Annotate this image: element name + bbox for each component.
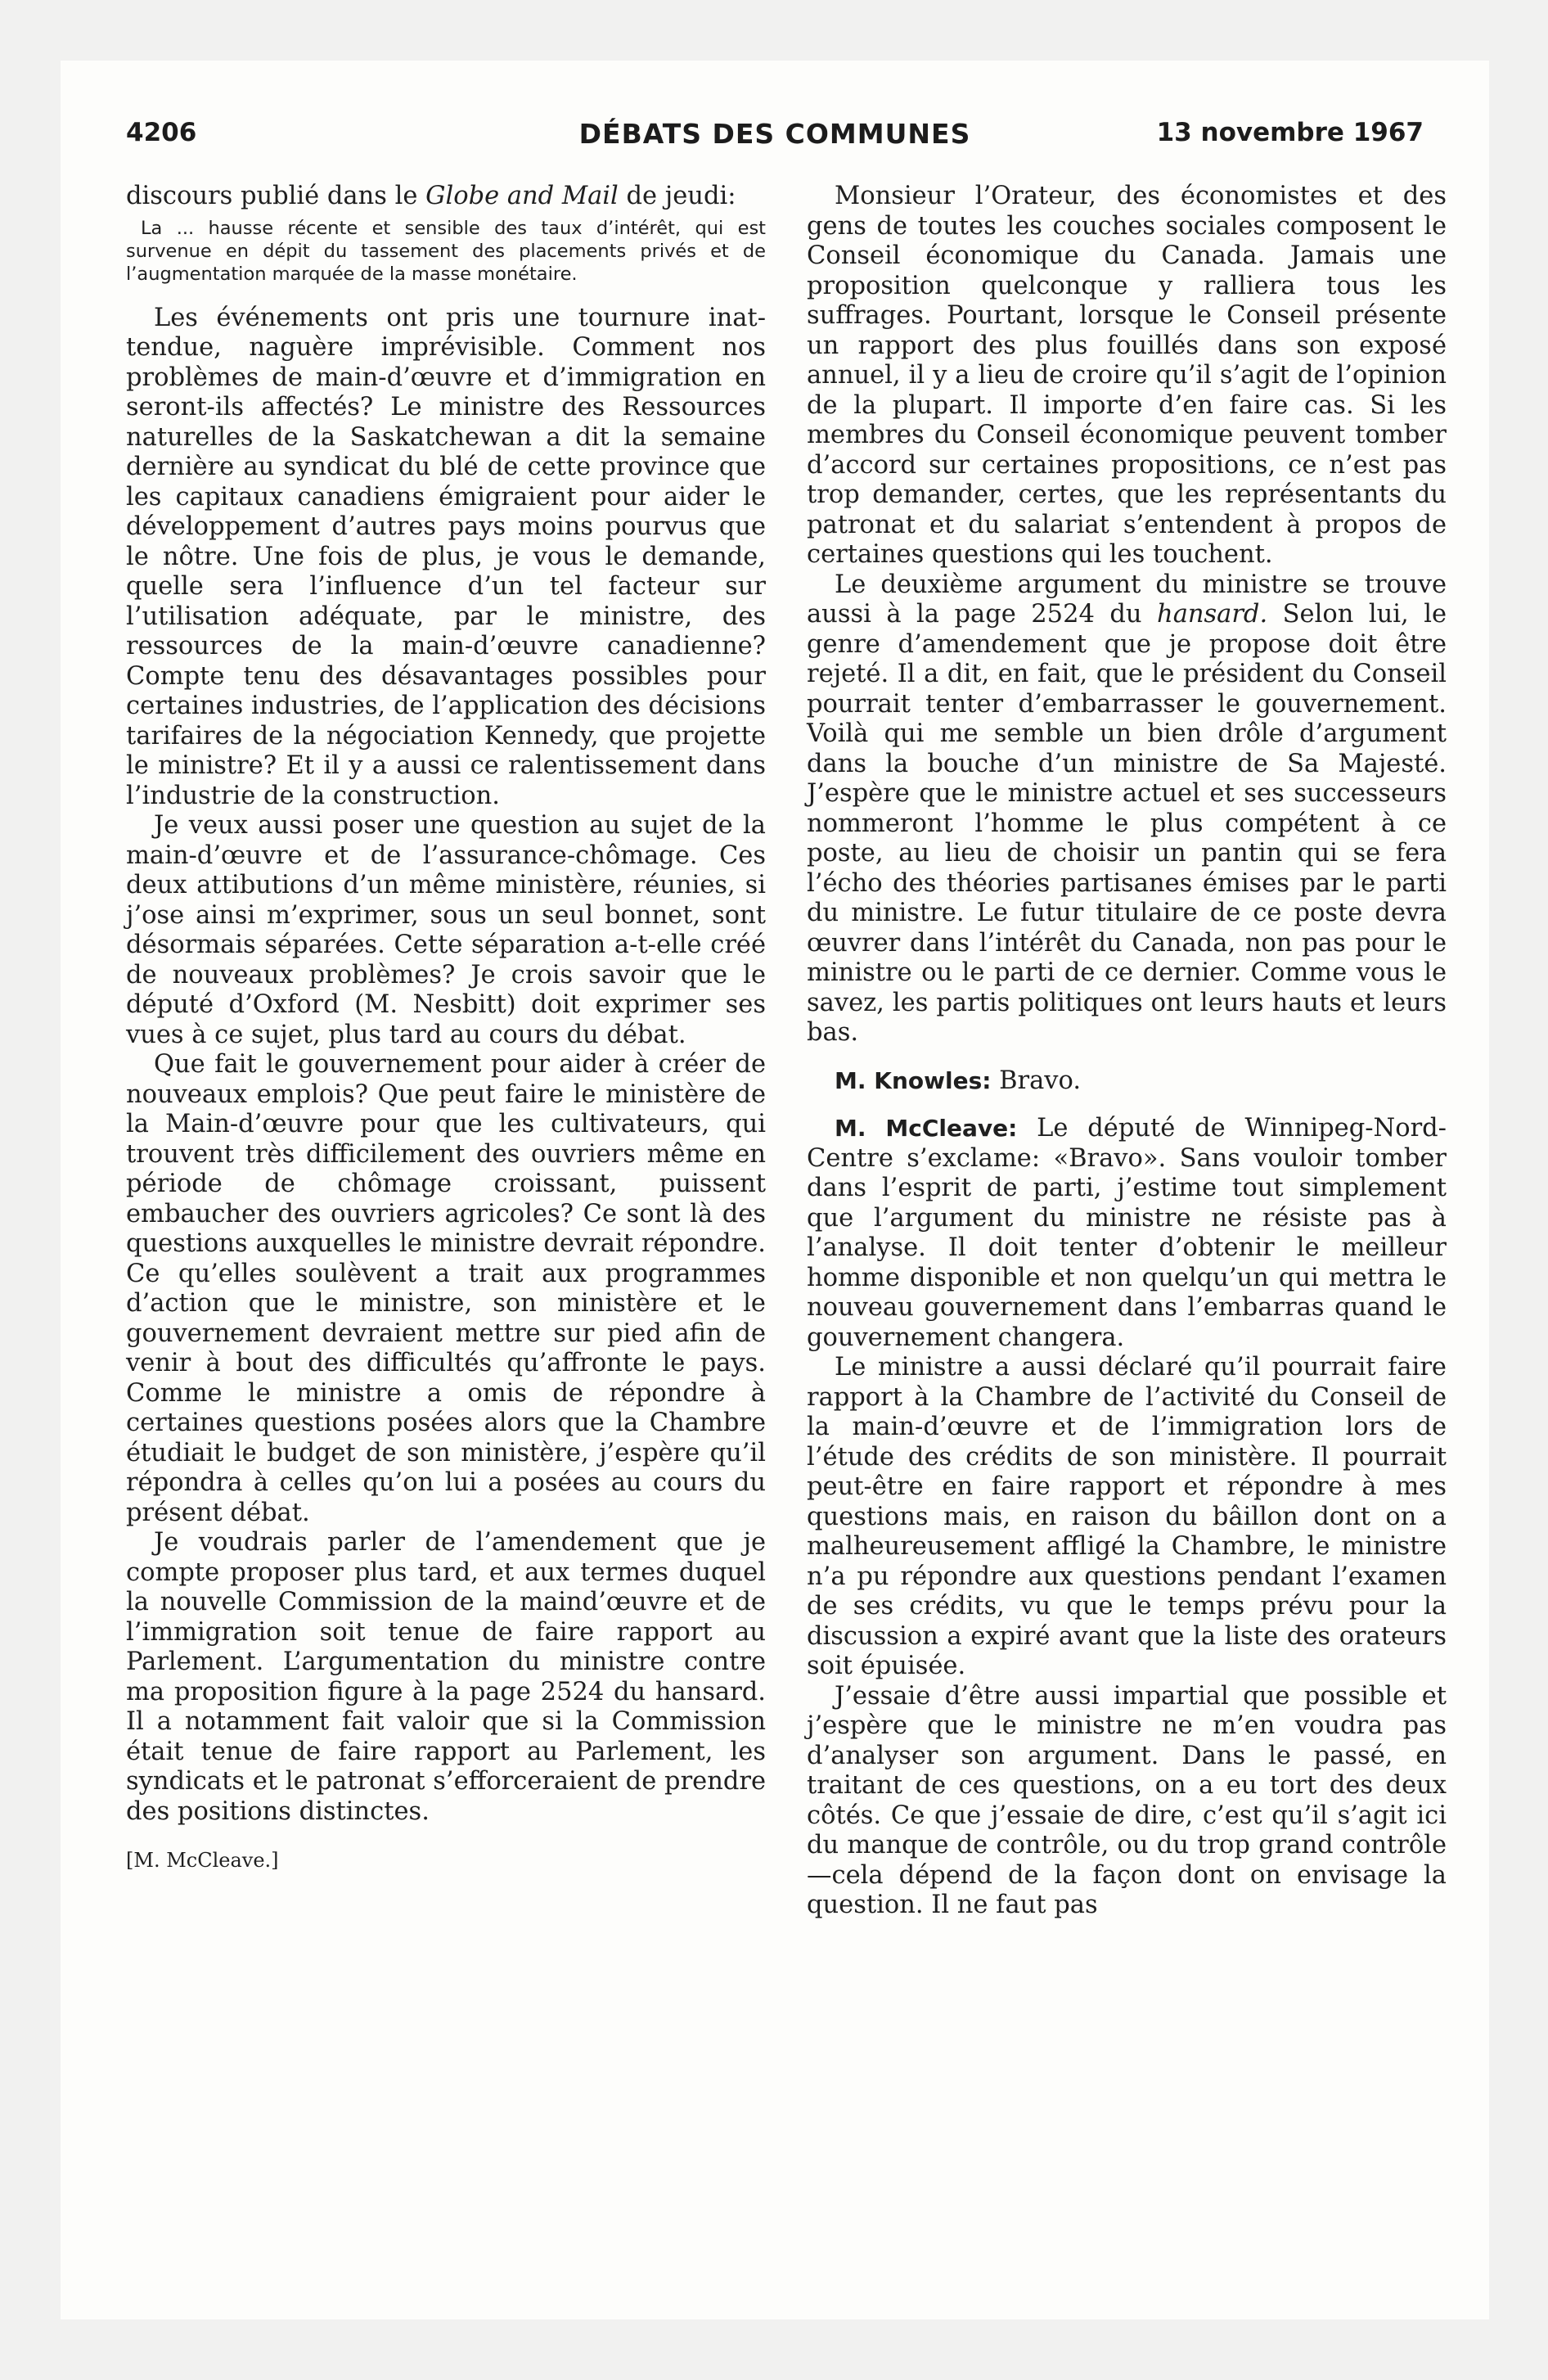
paragraph: Que fait le gouvernement pour aider à créer de nouveaux emplois? Que peut faire le ministère de la Main-d’œuvre pour que les cultivateurs, qui trouvent très difficilement des ouvriers même en période de chômage croissant, puissent embaucher des ouvriers agricoles? Ce sont là des questions auxquelles le ministre devrait répondre. Ce qu’elles soulèvent a trait aux programmes d’action que le ministre, son ministère et le gouvernement devraient mettre sur pied afin de venir à bout des difficultés qu’affronte le pays. Comme le ministre a omis de répondre à certaines questions posées alors que la Chambre étudiait le budget de son ministère, j’espère qu’il répondra à celles qu’on lui a posées au cours du présent débat.: [126, 1050, 766, 1527]
speech-mccleave: [807, 1114, 1447, 1353]
paragraph: Les événements ont pris une tournure inattendue, naguère imprévisible. Comment nos problèmes de main-d’œuvre et d’immigration en seront-ils affectés? Le ministre des Ressources naturelles de la Saskatchewan a dit la semaine dernière au syndicat du blé de cette province que les capitaux canadiens émigraient pour aider le développement d’autres pays moins pourvus que le nôtre. Une fois de plus, je vous le demande, quelle sera l’influence d’un tel facteur sur l’utilisation adéquate, par le ministre, des ressources de la main-d’œuvre canadienne? Compte tenu des désavantages possibles pour certaines industries, de l’application des décisions tarifaires de la négociation Kennedy, que projette le ministre? Et il y a aussi ce ralentissement dans l’industrie de la construction.: [126, 303, 766, 810]
paragraph: Je voudrais parler de l’amendement que je compte proposer plus tard, et aux termes duquel la nouvelle Commission de la maind’œuvre et de l’immigration soit tenue de faire rapport au Parlement. L’argumentation du ministre contre ma proposition figure à la page 2524 du hansard. Il a notamment fait valoir que si la Commission était tenue de faire rapport au Parlement, les syndicats et le patronat s’efforceraient de prendre des positions distinctes.: [126, 1528, 766, 1826]
publication-title: DÉBATS DES COMMUNES: [578, 118, 971, 150]
paragraph: Je veux aussi poser une question au sujet de la main-d’œuvre et de l’assurance-chômage. Ces deux attibutions d’un même ministère, réunies, si j’ose ainsi m’exprimer, sous un seul bonnet, sont désormais séparées. Cette séparation a-t-elle créé de nouveaux problèmes? Je crois savoir que le député d’Oxford (M. Nesbitt) doit exprimer ses vues à ce sujet, plus tard au cours du débat.: [126, 811, 766, 1049]
speech-text: Le député de Winnipeg-Nord-Centre s’exclame: «Bravo». Sans vouloir tomber dans l’esprit de parti, j’estime tout simplement que l’argument du ministre ne résiste pas à l’analyse. Il doit tenter d’obtenir le meilleur homme disponible et non quelqu’un qui mettra le nouveau gouvernement dans l’embarras quand le gouvernement changera.: [807, 1114, 1447, 1352]
paragraph: [126, 182, 766, 212]
paragraph-text: de jeudi:: [618, 182, 736, 210]
paragraph: [807, 570, 1447, 1048]
speech-text: Bravo.: [991, 1066, 1082, 1095]
page: [61, 61, 1489, 2319]
paragraph: J’essaie d’être aussi impartial que possible et j’espère que le ministre ne m’en voudra pas d’analyser son argument. Dans le passé, en traitant de ces questions, on a eu tort des deux côtés. Ce que j’essaie de dire, c’est qu’il s’agit ici du manque de contrôle, ou du trop grand contrôle—cela dépend de la façon dont on envisage la question. Il ne faut pas: [807, 1681, 1447, 1919]
paragraph-text: Selon lui, le genre d’amendement que je propose doit être rejeté. Il a dit, en fait, que le président du Conseil pourrait tenter d’embarrasser le gouvernement. Voilà qui me semble un bien drôle d’argument dans la bouche d’un ministre de Sa Majesté. J’espère que le ministre actuel et ses successeurs nommeront l’homme le plus compétent à ce poste, au lieu de choisir un pantin qui se fera l’écho des théories partisanes émises par le parti du ministre. Le futur titulaire de ce poste devra œuvrer dans l’intérêt du Canada, non pas pour le ministre ou le parti de ce dernier. Comme vous le savez, les partis politiques ont leurs hauts et leurs bas.: [807, 600, 1447, 1047]
hansard-reference: hansard.: [1157, 600, 1268, 629]
speech-knowles: [807, 1066, 1447, 1097]
page-date: 13 novembre 1967: [1156, 118, 1424, 147]
paragraph: Monsieur l’Orateur, des économistes et des gens de toutes les couches sociales composent le Conseil économique du Canada. Jamais une proposition quelconque y ralliera tous les suffrages. Pourtant, lorsque le Conseil présente un rapport des plus fouillés dans son exposé annuel, il y a lieu de croire qu’il s’agit de l’opinion de la plupart. Il importe d’en faire cas. Si les membres du Conseil économique peuvent tomber d’accord sur certaines propositions, ce n’est pas trop demander, certes, que les représentants du patronat et du salariat s’entendent à propos de certaines questions qui les touchent.: [807, 182, 1447, 569]
page-header: [126, 118, 1424, 159]
page-number: 4206: [126, 118, 197, 147]
newspaper-title: Globe and Mail: [425, 182, 619, 210]
speaker-name: M. McCleave:: [835, 1115, 1018, 1142]
left-column: [126, 182, 766, 1873]
block-quote: La ... hausse récente et sensible des taux d’intérêt, qui est survenue en dépit du tassement des placements privés et de l’augmentation marquée de la masse monétaire.: [126, 217, 766, 285]
speaker-attribution: [M. McCleave.]: [126, 1849, 279, 1872]
paragraph: Le ministre a aussi déclaré qu’il pourrait faire rapport à la Chambre de l’activité du Conseil de la main-d’œuvre et de l’immigration lors de l’étude des crédits de son ministère. Il pourrait peut-être en faire rapport et répondre à mes questions mais, en raison du bâillon dont on a malheureusement affligé la Chambre, le ministre n’a pu répondre aux questions pendant l’examen de ses crédits, vu que le temps prévu pour la discussion a expiré avant que la liste des orateurs soit épuisée.: [807, 1353, 1447, 1680]
speaker-name: M. Knowles:: [835, 1066, 992, 1094]
paragraph-text: Le deuxième argument du ministre se trouve aussi à la page 2524 du: [807, 570, 1447, 629]
right-column: [807, 182, 1447, 1921]
paragraph-text: discours publié dans le: [126, 182, 426, 210]
